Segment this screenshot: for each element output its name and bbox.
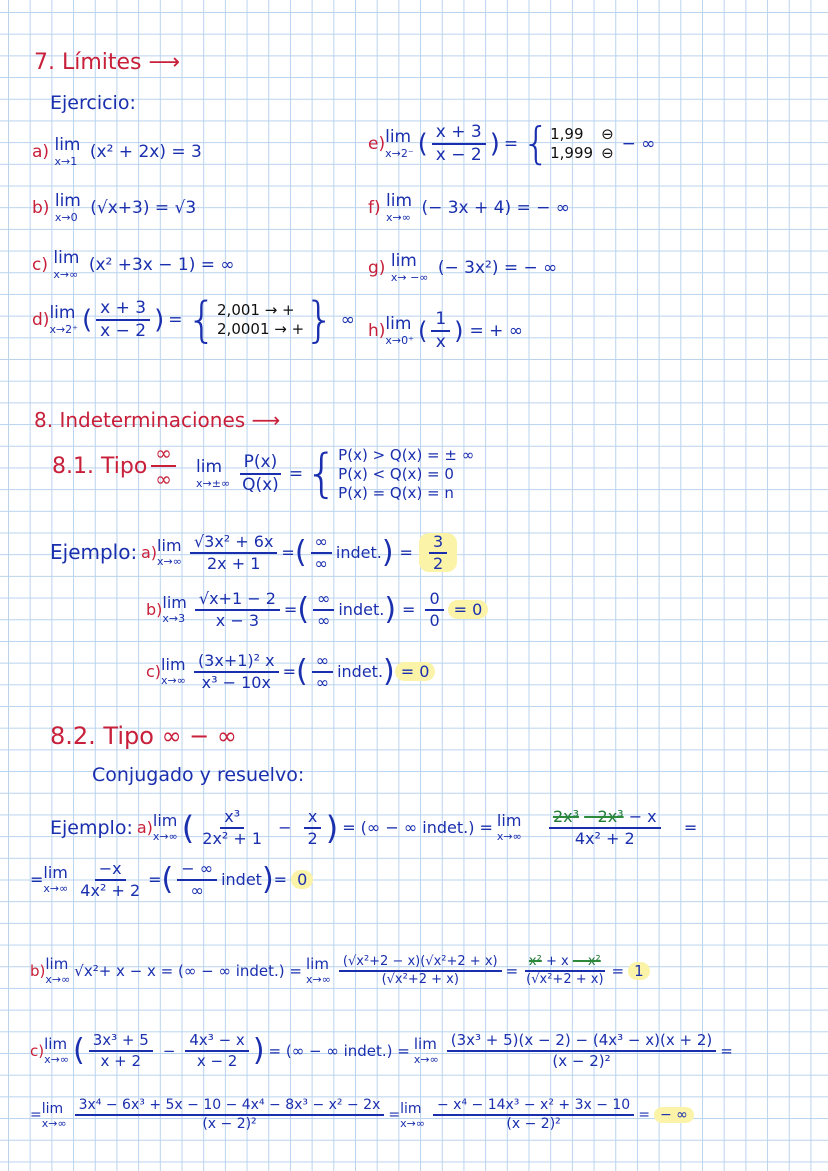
fraction: $\frac{\infty}{\infty}$ <box>311 533 332 572</box>
limit-operator: lim x→∞ <box>157 536 182 569</box>
exercise-e-result: − ∞ <box>621 134 656 154</box>
rule-8-1: lim x→±∞ $\frac{P(x)}{Q(x)}$ = { P(x) > Q(x) = ± ∞ P(x) < Q(x) = 0 P(x) = Q(x) = n <box>196 444 475 505</box>
exercise-b <box>32 193 196 223</box>
arrow-right-icon: ⟶ <box>251 408 281 432</box>
exercise-b-label: b) <box>32 198 50 218</box>
section-7-title-text: 7. Límites <box>34 50 142 75</box>
section-8-title <box>34 408 280 432</box>
ejercicio-label: Ejercicio: <box>50 92 136 114</box>
exercise-e-label: e) <box>368 134 386 154</box>
limit-operator: lim x→0⁺ <box>385 313 414 347</box>
exercise-h-label: h) <box>368 320 386 341</box>
subsection-8-1-title: 8.1. Tipo <box>52 453 148 479</box>
limit-operator: lim x→ −∞ <box>390 251 429 284</box>
fraction: $\frac{\text{3x³ + 5}}{x + 2}$ <box>89 1032 153 1069</box>
exercise-h: h) lim x→0⁺ ( $\frac{1}{x}$ ) = + ∞ <box>368 309 523 352</box>
sign-analysis: 1,99 1,999 <box>550 125 594 162</box>
exercise-b-expression: (√x+3) = √3 <box>90 198 197 218</box>
subsection-8-2-subtitle: Conjugado y resuelvo: <box>92 764 305 786</box>
fraction: $\frac{x + 3}{x - 2}$ <box>432 123 486 164</box>
fraction: $\frac{\text{4x³ − x}}{x - 2}$ <box>185 1032 248 1069</box>
limit-operator: lim x→2⁺ <box>49 303 78 336</box>
exercise-g-label: g) <box>368 258 386 278</box>
fraction: $\frac{\text{x³}}{\text{2x² + 1}}$ <box>202 807 263 848</box>
example-8-1-c: c) lim x→∞ $\frac{\text{(3x+1)² x}}{\text{x³ − 10x}}$ = ( $\frac{\infty}{\infty}$ indet. ) = 0 <box>146 652 435 691</box>
fraction: $\frac{- \infty}{\infty}$ <box>177 860 217 899</box>
exercise-e: e) lim x→2⁻ ( $\frac{x + 3}{x - 2}$ ) = { 1,99 1,999 ⊖ ⊖ − ∞ <box>368 118 656 169</box>
type-fraction: $\frac{\infty}{\infty}$ <box>151 442 176 490</box>
example-label: Ejemplo: <box>50 816 133 839</box>
subsection-8-1 <box>52 442 180 490</box>
exercise-f-expression: (− 3x + 4) = − ∞ <box>421 198 570 218</box>
limit-operator: lim x→∞ <box>496 811 522 844</box>
limit-operator: lim x→∞ <box>386 191 413 224</box>
limit-operator: lim x→∞ <box>161 655 186 688</box>
fraction: $\frac{\text{(3x+1)² x}}{\text{x³ − 10x}}$ <box>194 652 279 691</box>
limit-operator: lim x→1 <box>54 135 81 168</box>
result: − ∞ <box>654 1107 694 1123</box>
fraction: $\frac{\text{(√x²+2 − x)(√x²+2 + x)}}{\text{(√x²+2 + x)}}$ <box>339 955 502 988</box>
example-8-2-c-line-2: = lim x→∞ $\frac{\text{3x⁴ − 6x³ + 5x − 10 − 4x⁴ − 8x³ − x² − 2x}}{\text{(x − 2)²}}$ = lim x→∞ $\frac{\text{− x⁴ − 14x³ − x² + 3x − 10}}{\text{(x − 2)²}}$ = − ∞ <box>30 1098 694 1133</box>
exercise-h-result: = + ∞ <box>469 320 523 341</box>
limit-operator: lim x→∞ <box>53 248 80 281</box>
fraction: $\frac{x}{2}$ <box>304 808 322 847</box>
limit-operator: lim x→±∞ <box>196 457 231 491</box>
example-8-1-a: a) lim x→∞ $\frac{\text{√3x² + 6x}}{2x + 1}$ = ( $\frac{\infty}{\infty}$ indet. ) = $\frac{3}{2}$ <box>141 533 457 572</box>
fraction: $\frac{x + 3}{x - 2}$ <box>96 299 150 340</box>
fraction: $\frac{0}{0}$ <box>425 590 443 629</box>
section-8-title-text: 8. Indeterminaciones <box>34 408 246 432</box>
example-8-2-a: Ejemplo: a) lim x→∞ ( $\frac{\text{x³}}{\text{2x² + 1}}$ − $\frac{x}{2}$ ) = (∞ − ∞ indet.) = lim x→∞ $\frac{\text{2x³ −2x³ − x}}{\text{4x² + 2}}$ = <box>50 807 698 848</box>
sign-analysis: 2,001 → + 2,0001 → + <box>217 301 305 338</box>
arrow-right-icon: ⟶ <box>148 50 181 75</box>
fraction: $\frac{\text{(3x³ + 5)(x − 2) − (4x³ − x)(x + 2)}}{\text{(x − 2)²}}$ <box>447 1032 716 1069</box>
fraction: $\frac{\text{2x³ −2x³ − x}}{\text{4x² + 2}}$ <box>530 808 680 847</box>
fraction: $\frac{\text{√3x² + 6x}}{2x + 1}$ <box>190 533 277 572</box>
example-label: Ejemplo: <box>50 540 138 564</box>
limit-operator: lim x→∞ <box>45 955 71 987</box>
example-8-2-b: b) lim x→∞ √x²+ x − x = (∞ − ∞ indet.) = lim x→∞ $\frac{\text{(√x²+2 − x)(√x²+2 + x)}}{\text{(√x²+2 + x)}}$ = $\frac{\text{x² + x − x²}}{\text{(√x²+2 + x)}}$ = 1 <box>30 955 650 988</box>
example-8-2-c: c) lim x→∞ ( $\frac{\text{3x³ + 5}}{x + 2}$ − $\frac{\text{4x³ − x}}{x - 2}$ ) = (∞ − ∞ indet.) = lim x→∞ $\frac{\text{(3x³ + 5)(x − 2) − (4x³ − x)(x + 2)}}{\text{(x − 2)²}}$ = <box>30 1031 733 1070</box>
result: 0 <box>291 870 313 889</box>
limit-operator: lim x→∞ <box>41 1100 67 1130</box>
fraction: $\frac{\text{x² + x − x²}}{\text{(√x²+2 + x)}}$ <box>526 954 604 988</box>
fraction: $\frac{-x}{\text{4x² + 2}}$ <box>80 859 141 900</box>
result-fraction: $\frac{3}{2}$ <box>429 533 447 572</box>
result: = 0 <box>395 662 436 681</box>
exercise-g-expression: (− 3x²) = − ∞ <box>437 258 558 278</box>
example-8-1-b: b) lim x→3 $\frac{√x+1 - 2}{x - 3}$ = ( $\frac{\infty}{\infty}$ indet. ) = $\frac{0}{0}$ = 0 <box>146 590 488 629</box>
fraction: $\frac{√x+1 - 2}{x - 3}$ <box>195 590 280 629</box>
limit-operator: lim x→∞ <box>152 811 178 844</box>
fraction: $\frac{\infty}{\infty}$ <box>312 652 333 691</box>
limit-operator: lim x→∞ <box>44 1034 69 1066</box>
limit-operator: lim x→∞ <box>413 1034 439 1066</box>
limit-operator: lim x→∞ <box>400 1100 425 1130</box>
result: = 0 <box>448 600 489 619</box>
exercise-a <box>32 137 202 167</box>
exercise-f-label: f) <box>368 198 381 218</box>
exercise-d-result: ∞ <box>340 310 355 330</box>
limit-operator: lim x→3 <box>162 593 187 626</box>
fraction: $\frac{\text{− x⁴ − 14x³ − x² + 3x − 10}}{\text{(x − 2)²}}$ <box>433 1098 634 1133</box>
section-7-title <box>34 50 180 75</box>
limit-operator: lim x→0 <box>54 191 81 224</box>
fraction: $\frac{1}{x}$ <box>431 310 450 351</box>
exercise-c <box>32 250 235 280</box>
fraction: $\frac{\text{3x⁴ − 6x³ + 5x − 10 − 4x⁴ − 8x³ − x² − 2x}}{\text{(x − 2)²}}$ <box>75 1098 385 1133</box>
fraction: $\frac{P(x)}{Q(x)}$ <box>238 453 283 494</box>
exercise-g <box>368 253 557 283</box>
exercise-c-label: c) <box>32 255 48 275</box>
degree-cases: P(x) > Q(x) = ± ∞ P(x) < Q(x) = 0 P(x) = Q(x) = n <box>338 446 475 502</box>
subsection-8-2-title: 8.2. Tipo ∞ − ∞ <box>50 722 237 750</box>
exercise-a-label: a) <box>32 142 50 162</box>
exercise-d-label: d) <box>32 310 50 330</box>
example-8-2-a-line-2: = lim x→∞ $\frac{-x}{\text{4x² + 2}}$ = ( $\frac{- \infty}{\infty}$ indet ) = 0 <box>30 860 313 899</box>
exercise-f <box>368 193 570 223</box>
exercise-a-expression: (x² + 2x) = 3 <box>89 142 202 162</box>
limit-operator: lim x→∞ <box>43 863 69 896</box>
fraction: $\frac{\infty}{\infty}$ <box>313 590 334 629</box>
exercise-d: d) lim x→2⁺ ( $\frac{x + 3}{x - 2}$ ) = { 2,001 → + 2,0001 → + } ∞ <box>32 292 355 348</box>
result: 1 <box>628 962 650 980</box>
exercise-c-expression: (x² +3x − 1) = ∞ <box>88 255 235 275</box>
limit-operator: lim x→2⁻ <box>385 127 414 160</box>
sign-circles: ⊖ ⊖ <box>601 125 614 162</box>
limit-operator: lim x→∞ <box>306 955 331 987</box>
